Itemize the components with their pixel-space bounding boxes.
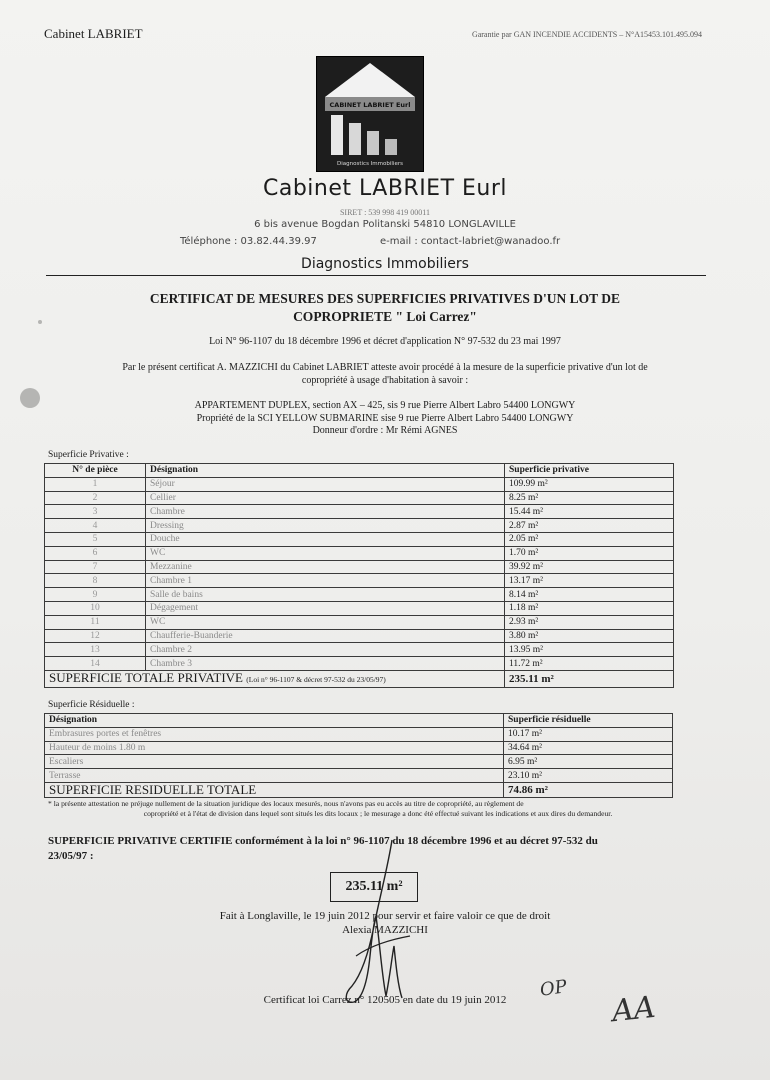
table-row — [45, 505, 674, 519]
room-number: 12 — [45, 629, 146, 643]
residual-area: 23.10 m² — [504, 769, 673, 783]
room-number: 4 — [45, 519, 146, 533]
certificate-title — [80, 290, 690, 326]
company-siret: SIRET : 539 998 419 00011 — [339, 208, 430, 217]
room-number: 9 — [45, 588, 146, 602]
certificate-title-line2: COPROPRIETE " Loi Carrez" — [293, 309, 477, 324]
private-area-table — [44, 463, 674, 688]
table-row — [45, 574, 674, 588]
table-row — [45, 755, 673, 769]
table-row — [45, 477, 674, 491]
room-area: 1.70 m² — [505, 546, 674, 560]
room-area: 11.72 m² — [505, 657, 674, 671]
room-designation: Douche — [146, 532, 505, 546]
private-total-note: (Loi n° 96-1107 & décret 97-532 du 23/05/97) — [246, 674, 386, 684]
room-area: 2.05 m² — [505, 532, 674, 546]
table-row — [45, 741, 673, 755]
table-row — [45, 560, 674, 574]
disclaimer-footnote — [48, 799, 708, 819]
room-area: 8.14 m² — [505, 588, 674, 602]
table-row — [45, 491, 674, 505]
room-number: 14 — [45, 657, 146, 671]
handwritten-initials-op: OP — [538, 976, 569, 1001]
footnote-line2: copropriété et à l'état de division dans lequel sont situés les dits locaux ; le mesurage a donc été effectué suivant les indications et aux dires du demandeur. — [143, 809, 613, 818]
table-row — [45, 643, 674, 657]
company-name: Cabinet LABRIET Eurl — [262, 176, 508, 201]
footnote-line1: * la présente attestation ne préjuge nullement de la situation juridique des locaux mesurés, nous n'avons pas eu accès au titre de copropriété, au règlement de — [48, 799, 524, 808]
residual-total-row — [45, 782, 673, 797]
room-number: 5 — [45, 532, 146, 546]
room-area: 13.17 m² — [505, 574, 674, 588]
logo-text-company: CABINET LABRIET Eurl — [329, 101, 411, 109]
certificate-title-line1: CERTIFICAT DE MESURES DES SUPERFICIES PRIVATIVES D'UN LOT DE — [149, 291, 621, 306]
table-row — [45, 657, 674, 671]
room-designation: Chambre 2 — [146, 643, 505, 657]
logo-text-subtitle: Diagnostics Immobiliers — [337, 161, 403, 167]
residual-designation: Hauteur de moins 1.80 m — [45, 741, 504, 755]
col-header-room-number: N° de pièce — [45, 464, 146, 478]
table-row — [45, 519, 674, 533]
certified-line1: SUPERFICIE PRIVATIVE CERTIFIE conformément à la loi n° 96-1107 du 18 décembre 1996 et au décret 97-532 du — [48, 835, 598, 847]
residual-designation: Embrasures portes et fenêtres — [45, 727, 504, 741]
room-designation: Mezzanine — [146, 560, 505, 574]
col-header-designation: Désignation — [146, 464, 505, 478]
room-number: 3 — [45, 505, 146, 519]
residual-total-label: SUPERFICIE RESIDUELLE TOTALE — [45, 782, 504, 797]
table-row — [45, 615, 674, 629]
room-number: 10 — [45, 601, 146, 615]
room-number: 1 — [45, 477, 146, 491]
room-designation: WC — [146, 546, 505, 560]
signatory-name: Alexia MAZZICHI — [342, 924, 428, 936]
room-area: 13.95 m² — [505, 643, 674, 657]
table-row — [45, 601, 674, 615]
room-area: 15.44 m² — [505, 505, 674, 519]
certified-area-box: 235.11 m² — [330, 872, 418, 902]
punch-hole-mark — [38, 320, 42, 324]
room-area: 1.18 m² — [505, 601, 674, 615]
certificate-reference: Certificat loi Carrez n° 120505 en date du 19 juin 2012 — [263, 994, 507, 1006]
private-section-label: Superficie Privative : — [48, 450, 129, 460]
room-designation: Cellier — [146, 491, 505, 505]
private-total-label-cell — [45, 670, 505, 687]
room-area: 3.80 m² — [505, 629, 674, 643]
room-number: 8 — [45, 574, 146, 588]
handwritten-signature — [330, 836, 430, 1016]
residual-designation: Terrasse — [45, 769, 504, 783]
intro-line2: copropriété à usage d'habitation à savoir : — [301, 375, 469, 386]
certificate-intro — [60, 361, 710, 387]
residual-area: 6.95 m² — [504, 755, 673, 769]
residual-total-value: 74.86 m² — [504, 782, 673, 797]
residual-area: 34.64 m² — [504, 741, 673, 755]
header-divider — [46, 275, 706, 276]
room-number: 13 — [45, 643, 146, 657]
room-area: 39.92 m² — [505, 560, 674, 574]
property-description — [0, 400, 770, 438]
property-line3: Donneur d'ordre : Mr Rémi AGNES — [312, 425, 458, 436]
private-total-label: SUPERFICIE TOTALE PRIVATIVE — [49, 669, 243, 685]
room-number: 6 — [45, 546, 146, 560]
table-row — [45, 769, 673, 783]
room-designation: Salle de bains — [146, 588, 505, 602]
room-area: 109.99 m² — [505, 477, 674, 491]
room-designation: Dégagement — [146, 601, 505, 615]
punch-hole — [20, 388, 40, 408]
room-number: 2 — [45, 491, 146, 505]
property-line1: APPARTEMENT DUPLEX, section AX – 425, sis 9 rue Pierre Albert Labro 54400 LONGWY — [194, 400, 576, 411]
company-logo — [316, 56, 424, 172]
room-number: 7 — [45, 560, 146, 574]
room-designation: Chambre — [146, 505, 505, 519]
room-designation: Chaufferie-Buanderie — [146, 629, 505, 643]
certified-line2: 23/05/97 : — [48, 850, 94, 862]
table-header-row — [45, 464, 674, 478]
table-row — [45, 532, 674, 546]
residual-area: 10.17 m² — [504, 727, 673, 741]
room-area: 8.25 m² — [505, 491, 674, 505]
residual-section-label: Superficie Résiduelle : — [48, 700, 135, 710]
header-company: Cabinet LABRIET — [44, 26, 143, 41]
intro-line1: Par le présent certificat A. MAZZICHI du Cabinet LABRIET atteste avoir procédé à la mesure de la superficie privative d'un lot de — [122, 362, 648, 373]
room-number: 11 — [45, 615, 146, 629]
property-line2: Propriété de la SCI YELLOW SUBMARINE sise 9 rue Pierre Albert Labro 54400 LONGWY — [196, 412, 574, 424]
table-row — [45, 588, 674, 602]
private-total-value: 235.11 m² — [505, 670, 674, 687]
header-insurance: Garantie par GAN INCENDIE ACCIDENTS – N°A15453.101.495.094 — [471, 30, 702, 39]
table-row — [45, 546, 674, 560]
room-area: 2.87 m² — [505, 519, 674, 533]
company-address: 6 bis avenue Bogdan Politanski 54810 LONGLAVILLE — [254, 219, 516, 230]
col-header-private-area: Superficie privative — [505, 464, 674, 478]
table-row — [45, 727, 673, 741]
law-reference: Loi N° 96-1107 du 18 décembre 1996 et décret d'application N° 97-532 du 23 mai 1997 — [209, 336, 561, 347]
room-designation: Séjour — [146, 477, 505, 491]
room-area: 2.93 m² — [505, 615, 674, 629]
company-phone: Téléphone : 03.82.44.39.97 — [180, 236, 317, 247]
table-header-row — [45, 714, 673, 728]
handwritten-initials-aa: AA — [610, 989, 658, 1030]
place-date-line: Fait à Longlaville, le 19 juin 2012 pour servir et faire valoir ce que de droit — [219, 910, 551, 922]
residual-designation: Escaliers — [45, 755, 504, 769]
room-designation: Dressing — [146, 519, 505, 533]
residual-area-table — [44, 713, 673, 798]
table-row — [45, 629, 674, 643]
col-header-residual-area: Superficie résiduelle — [504, 714, 673, 728]
private-total-row — [45, 670, 674, 687]
room-designation: Chambre 1 — [146, 574, 505, 588]
col-header-designation: Désignation — [45, 714, 504, 728]
company-subtitle: Diagnostics Immobiliers — [301, 256, 469, 272]
room-designation: WC — [146, 615, 505, 629]
company-email: e-mail : contact-labriet@wanadoo.fr — [380, 236, 561, 247]
room-designation: Chambre 3 — [146, 657, 505, 671]
